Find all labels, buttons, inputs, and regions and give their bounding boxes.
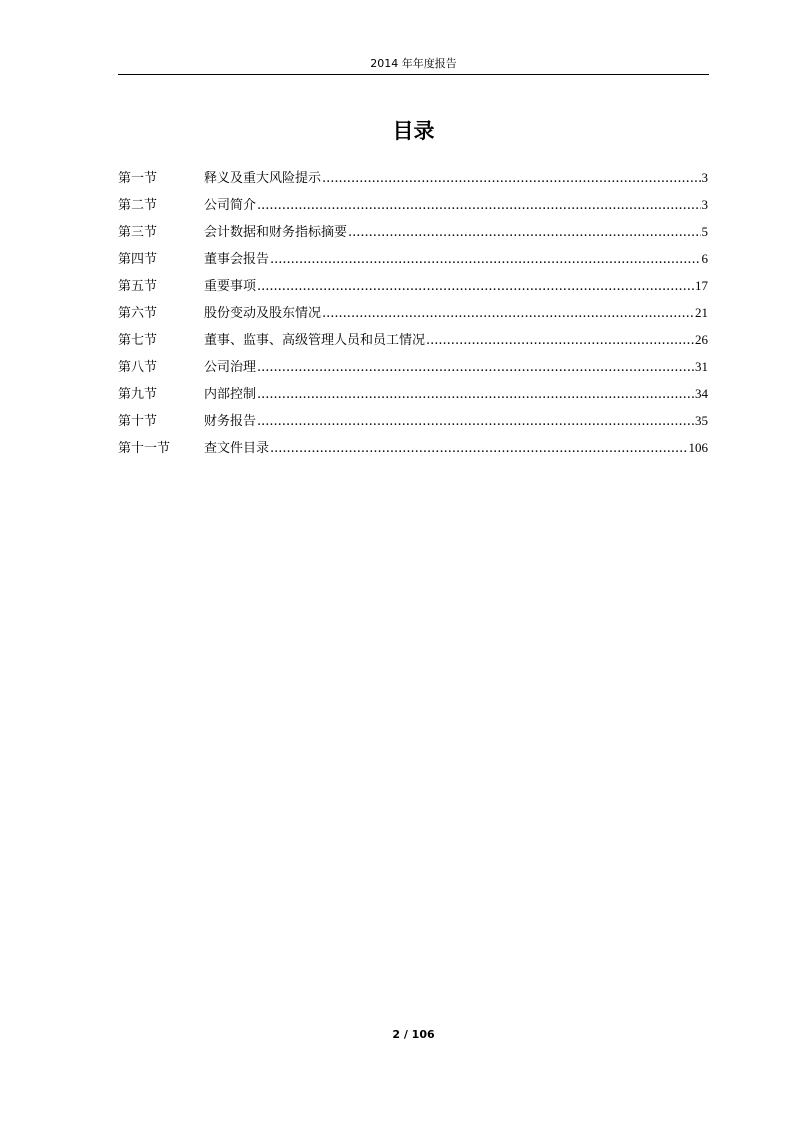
toc-section-number: 第二节 [118,198,158,213]
toc-title: 目录 [392,119,435,143]
toc-leader-dots [426,329,694,353]
toc-section-number: 第四节 [118,252,158,267]
toc-leader-dots [348,221,700,245]
toc-entry[interactable] [118,328,708,355]
toc-section-number: 第八节 [118,360,158,375]
toc-page-number: 35 [695,413,708,428]
toc-section-title: 重要事项 [204,279,257,294]
toc-section-number: 第十节 [118,414,158,429]
toc-page-number: 31 [695,359,708,374]
header-rule [118,74,709,75]
toc-page-number: 34 [695,386,708,401]
toc-section-title: 财务报告 [204,414,257,429]
toc-section-title: 公司治理 [204,360,257,375]
toc-entry[interactable] [118,193,708,220]
toc-page-number: 21 [695,305,708,320]
toc-entry[interactable] [118,409,708,436]
toc-page-number: 3 [701,197,708,212]
toc-section-title: 公司简介 [204,198,257,213]
toc-section-title: 董事、监事、高级管理人员和员工情况 [204,333,426,348]
toc-section-number: 第六节 [118,306,158,321]
toc-entry[interactable] [118,166,708,193]
toc-page-number: 5 [701,224,708,239]
toc-page-number: 106 [688,440,708,455]
toc-section-number: 第九节 [118,387,158,402]
toc-section-title: 董事会报告 [204,252,270,267]
toc-section-title: 内部控制 [204,387,257,402]
toc-leader-dots [257,356,694,380]
toc-entry[interactable] [118,274,708,301]
toc-section-number: 第十一节 [118,441,171,456]
toc-leader-dots [257,275,694,299]
toc-leader-dots [270,248,700,272]
toc-page-number: 6 [701,251,708,266]
toc-leader-dots [322,302,694,326]
toc-section-title: 查文件目录 [204,441,270,456]
toc-leader-dots [257,194,700,218]
toc-page-number: 3 [701,170,708,185]
toc-leader-dots [257,383,694,407]
toc-leader-dots [257,410,694,434]
toc-section-number: 第七节 [118,333,158,348]
toc-section-title: 会计数据和财务指标摘要 [204,225,348,240]
toc-section-title: 释义及重大风险提示 [204,171,322,186]
toc-leader-dots [270,437,687,461]
toc-page-number: 17 [695,278,708,293]
toc-section-number: 第三节 [118,225,158,240]
toc-entry[interactable] [118,382,708,409]
page-number: 2 / 106 [392,1028,435,1041]
toc-section-number: 第五节 [118,279,158,294]
toc-entry[interactable] [118,247,708,274]
toc-page-number: 26 [695,332,708,347]
toc-section-title: 股份变动及股东情况 [204,306,322,321]
toc-leader-dots [322,167,700,191]
toc-entry[interactable] [118,355,708,382]
toc-section-number: 第一节 [118,171,158,186]
running-header: 2014 年年度报告 [370,57,457,70]
toc-entry[interactable] [118,220,708,247]
toc-entry[interactable] [118,436,708,463]
toc-entry[interactable] [118,301,708,328]
toc-list [118,166,708,463]
